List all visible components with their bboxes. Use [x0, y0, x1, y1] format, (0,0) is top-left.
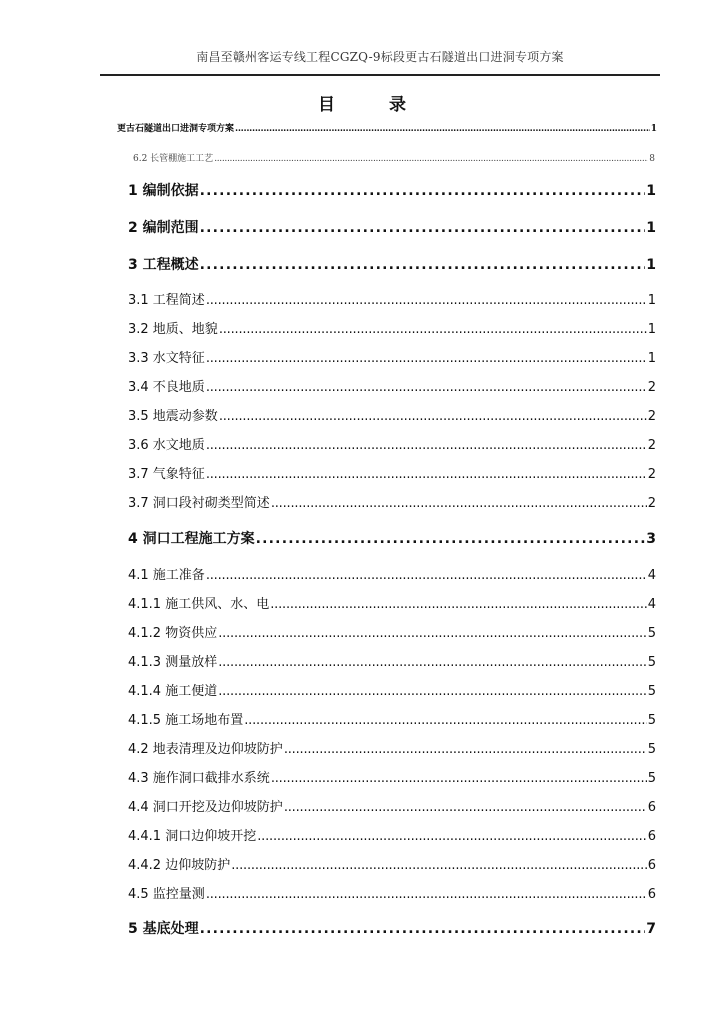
toc-leader	[271, 771, 647, 786]
toc-entry-section[interactable]	[128, 492, 656, 511]
toc-entry-text: 4.4.1 洞口边仰坡开挖	[128, 829, 257, 844]
toc-entry-chapter[interactable]	[128, 180, 656, 200]
toc-entry-text: 3.6 水文地质	[128, 438, 205, 453]
toc-entry-section[interactable]	[128, 434, 656, 453]
toc-leader	[206, 887, 647, 902]
toc-entry-text: 3 工程概述	[128, 257, 199, 273]
toc-leader	[244, 713, 647, 728]
toc-entry-section[interactable]	[128, 767, 656, 786]
toc-entry-section[interactable]	[128, 680, 656, 699]
toc-leader	[206, 293, 647, 308]
toc-entry-page: 1	[650, 124, 657, 134]
toc-entry-chapter[interactable]	[128, 254, 656, 274]
toc-entry-section[interactable]	[128, 651, 656, 670]
toc-entry-page: 4	[647, 568, 656, 583]
toc-leader	[200, 921, 646, 937]
toc-entry-page: 5	[647, 684, 656, 699]
toc-entry-page: 5	[647, 713, 656, 728]
toc-entry-page: 6	[647, 800, 656, 815]
toc-leader	[284, 800, 647, 815]
toc-entry-text: 4.1.2 物资供应	[128, 626, 218, 641]
toc-leader	[257, 829, 647, 844]
toc-entry-section[interactable]	[128, 463, 656, 482]
toc-entry-text: 3.7 洞口段衬砌类型简述	[128, 496, 270, 511]
toc-leader	[218, 684, 647, 699]
toc-entry-page: 6	[647, 887, 656, 902]
toc-entry-text: 4.4 洞口开挖及边仰坡防护	[128, 800, 283, 815]
toc-entry-text: 更古石隧道出口进洞专项方案	[117, 124, 235, 134]
toc-entry-text: 2 编制范围	[128, 220, 199, 236]
toc-entry-page: 7	[646, 921, 656, 937]
toc-entry-text: 4.1.1 施工供风、水、电	[128, 597, 270, 612]
toc-title: 目 录	[318, 95, 430, 115]
toc-entry-text: 4.3 施作洞口截排水系统	[128, 771, 270, 786]
toc-entry-text: 4.1 施工准备	[128, 568, 205, 583]
toc-entry-chapter[interactable]	[128, 217, 656, 237]
toc-leader	[284, 742, 647, 757]
toc-entry-text: 4.4.2 边仰坡防护	[128, 858, 231, 873]
toc-leader	[206, 380, 647, 395]
toc-entry-text: 3.5 地震动参数	[128, 409, 218, 424]
toc-entry-section[interactable]	[128, 825, 656, 844]
toc-entry-text: 3.4 不良地质	[128, 380, 205, 395]
toc-leader	[231, 858, 647, 873]
toc-entry-section[interactable]	[128, 883, 656, 902]
toc-leader	[200, 220, 646, 236]
toc-leader	[218, 655, 647, 670]
toc-entry-page: 1	[647, 293, 656, 308]
toc-entry-page: 5	[647, 742, 656, 757]
toc-entry-section[interactable]	[128, 593, 656, 612]
toc-entry-subsection[interactable]	[133, 151, 655, 164]
toc-entry-page: 2	[647, 467, 656, 482]
toc-entry-text: 1 编制依据	[128, 183, 199, 199]
toc-leader	[270, 597, 647, 612]
toc-entry-text: 6.2 长管棚施工工艺	[133, 154, 214, 164]
toc-entry-text: 5 基底处理	[128, 921, 199, 937]
toc-leader	[271, 496, 647, 511]
toc-leader	[219, 322, 647, 337]
running-header: 南昌至赣州客运专线工程CGZQ-9标段更古石隧道出口进洞专项方案	[196, 50, 564, 64]
toc-entry-text: 4.2 地表清理及边仰坡防护	[128, 742, 283, 757]
toc-leader	[206, 438, 647, 453]
toc-leader	[256, 531, 646, 547]
toc-entry-text: 3.1 工程简述	[128, 293, 205, 308]
toc-entry-page: 1	[647, 322, 656, 337]
toc-entry-section[interactable]	[128, 564, 656, 583]
toc-entry-section[interactable]	[128, 854, 656, 873]
toc-entry-page: 2	[647, 496, 656, 511]
toc-entry-chapter[interactable]	[128, 918, 656, 938]
toc-leader	[219, 409, 647, 424]
toc-entry-top[interactable]	[117, 121, 657, 134]
toc-entry-section[interactable]	[128, 796, 656, 815]
toc-entry-text: 3.7 气象特征	[128, 467, 205, 482]
toc-entry-section[interactable]	[128, 405, 656, 424]
toc-leader	[214, 154, 648, 164]
toc-entry-page: 8	[649, 154, 655, 164]
toc-entry-section[interactable]	[128, 289, 656, 308]
toc-entry-page: 1	[646, 220, 656, 236]
toc-entry-section[interactable]	[128, 709, 656, 728]
toc-entry-text: 3.3 水文特征	[128, 351, 205, 366]
toc-entry-section[interactable]	[128, 622, 656, 641]
toc-entry-section[interactable]	[128, 738, 656, 757]
toc-entry-page: 5	[647, 655, 656, 670]
toc-entry-section[interactable]	[128, 376, 656, 395]
toc-entry-page: 2	[647, 380, 656, 395]
toc-entry-page: 6	[647, 829, 656, 844]
toc-entry-page: 5	[647, 626, 656, 641]
toc-leader	[206, 351, 647, 366]
toc-entry-page: 2	[647, 409, 656, 424]
toc-entry-text: 3.2 地质、地貌	[128, 322, 218, 337]
toc-entry-page: 1	[647, 351, 656, 366]
toc-entry-text: 4.1.4 施工便道	[128, 684, 218, 699]
toc-leader	[206, 568, 647, 583]
toc-leader	[235, 124, 650, 134]
toc-entry-text: 4.5 监控量测	[128, 887, 205, 902]
toc-leader	[200, 183, 646, 199]
toc-entry-chapter[interactable]	[128, 528, 656, 548]
toc-entry-page: 1	[646, 183, 656, 199]
toc-entry-page: 1	[646, 257, 656, 273]
toc-entry-page: 2	[647, 438, 656, 453]
toc-entry-page: 4	[647, 597, 656, 612]
toc-entry-text: 4.1.3 测量放样	[128, 655, 218, 670]
toc-entry-section[interactable]	[128, 318, 656, 337]
header-rule	[100, 74, 660, 76]
toc-leader	[218, 626, 647, 641]
toc-leader	[206, 467, 647, 482]
toc-entry-section[interactable]	[128, 347, 656, 366]
toc-entry-page: 6	[647, 858, 656, 873]
toc-entry-page: 5	[647, 771, 656, 786]
toc-entry-page: 3	[646, 531, 656, 547]
toc-leader	[200, 257, 646, 273]
toc-entry-text: 4.1.5 施工场地布置	[128, 713, 244, 728]
toc-entry-text: 4 洞口工程施工方案	[128, 531, 255, 547]
